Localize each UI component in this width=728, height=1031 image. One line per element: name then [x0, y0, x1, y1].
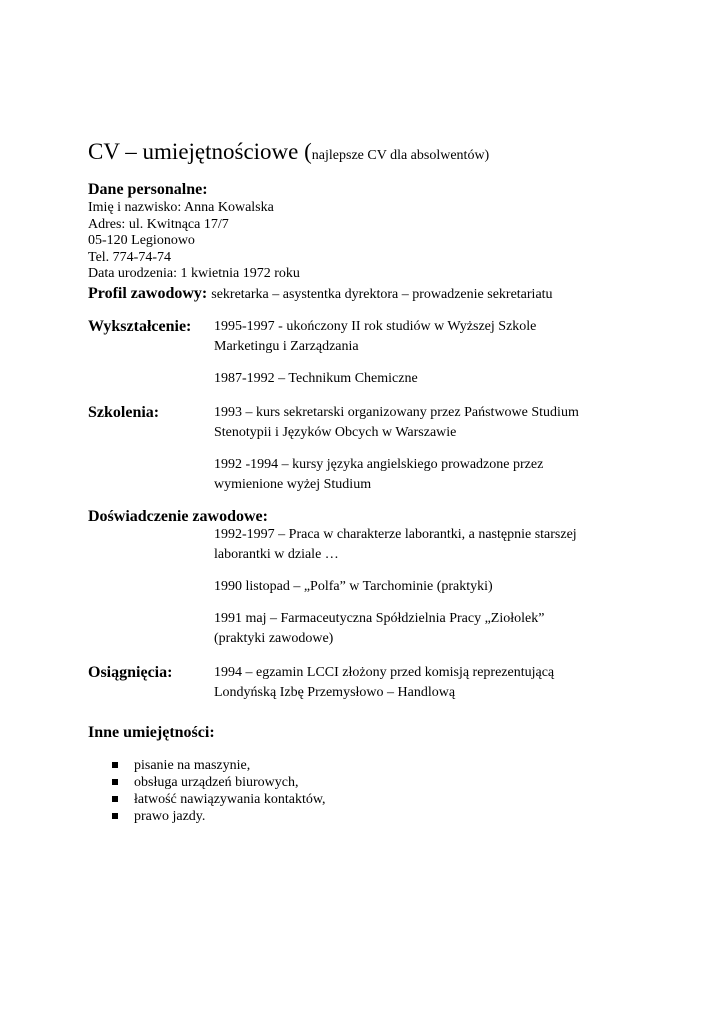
personal-birthdate: Data urodzenia: 1 kwietnia 1972 roku: [88, 266, 300, 281]
title-main: CV – umiejętnościowe (: [88, 139, 312, 164]
entry-line: Londyńską Izbę Przemysłowo – Handlową: [214, 684, 456, 700]
achievements-entry: [214, 663, 648, 703]
title-subtitle: najlepsze CV dla absolwentów): [311, 148, 490, 163]
experience-entry: [214, 609, 648, 649]
personal-details: [88, 200, 648, 283]
profile-value: sekretarka – asystentka dyrektora – prowadzenie sekretariatu: [211, 286, 553, 302]
entry-line: 1990 listopad – „Polfa” w Tarchominie (praktyki): [214, 578, 493, 594]
entry-line: 1992-1997 – Praca w charakterze laborantki, a następnie starszej: [214, 526, 577, 542]
achievements-label: Osiągnięcia:: [88, 663, 173, 681]
achievements-section: [88, 663, 648, 703]
document-title: [88, 138, 648, 170]
entry-line: laborantki w dziale …: [214, 546, 339, 562]
skill-text: pisanie na maszynie,: [134, 757, 251, 773]
skill-text: łatwość nawiązywania kontaktów,: [134, 791, 326, 807]
education-section: [88, 317, 648, 389]
skills-heading: Inne umiejętności:: [88, 723, 215, 741]
skill-text: obsługa urządzeń biurowych,: [134, 774, 299, 790]
personal-address: Adres: ul. Kwitnąca 17/7: [88, 216, 229, 232]
entry-line: 1991 maj – Farmaceutyczna Spółdzielnia Pracy „Ziołolek”: [214, 610, 545, 626]
entry-line: 1987-1992 – Technikum Chemiczne: [214, 370, 418, 386]
cv-document: [88, 138, 648, 825]
experience-label: Doświadczenie zawodowe:: [88, 507, 268, 525]
education-label: Wykształcenie:: [88, 317, 192, 335]
entry-line: Stenotypii i Języków Obcych w Warszawie: [214, 424, 457, 440]
experience-entry: [214, 577, 648, 597]
skill-text: prawo jazdy.: [134, 808, 206, 824]
entry-line: wymienione wyżej Studium: [214, 476, 372, 492]
training-entry: [214, 403, 648, 443]
bullet-icon: [112, 762, 118, 768]
training-label: Szkolenia:: [88, 403, 160, 421]
personal-phone: Tel. 774-74-74: [88, 249, 172, 265]
profile-label: Profil zawodowy:: [88, 284, 208, 302]
list-item: [110, 791, 648, 808]
training-entry: [214, 455, 648, 495]
bullet-icon: [112, 813, 118, 819]
bullet-icon: [112, 779, 118, 785]
experience-section: [88, 525, 648, 649]
list-item: [110, 808, 648, 825]
education-entry: [214, 369, 648, 389]
personal-city: 05-120 Legionowo: [88, 233, 195, 248]
list-item: [110, 757, 648, 774]
personal-name: Imię i nazwisko: Anna Kowalska: [88, 200, 274, 215]
bullet-icon: [112, 796, 118, 802]
skills-list: [88, 757, 648, 825]
entry-line: Marketingu i Zarządzania: [214, 338, 359, 354]
training-section: [88, 403, 648, 495]
entry-line: 1994 – egzamin LCCI złożony przed komisją reprezentującą: [214, 664, 555, 680]
profile-line: [88, 284, 648, 305]
experience-entry: [214, 525, 648, 565]
entry-line: 1993 – kurs sekretarski organizowany przez Państwowe Studium: [214, 404, 579, 420]
entry-line: 1995-1997 - ukończony II rok studiów w Wyższej Szkole: [214, 318, 537, 334]
personal-heading: Dane personalne:: [88, 181, 208, 198]
education-entry: [214, 317, 648, 357]
entry-line: (praktyki zawodowe): [214, 630, 334, 646]
entry-line: 1992 -1994 – kursy języka angielskiego prowadzone przez: [214, 456, 544, 472]
list-item: [110, 774, 648, 791]
